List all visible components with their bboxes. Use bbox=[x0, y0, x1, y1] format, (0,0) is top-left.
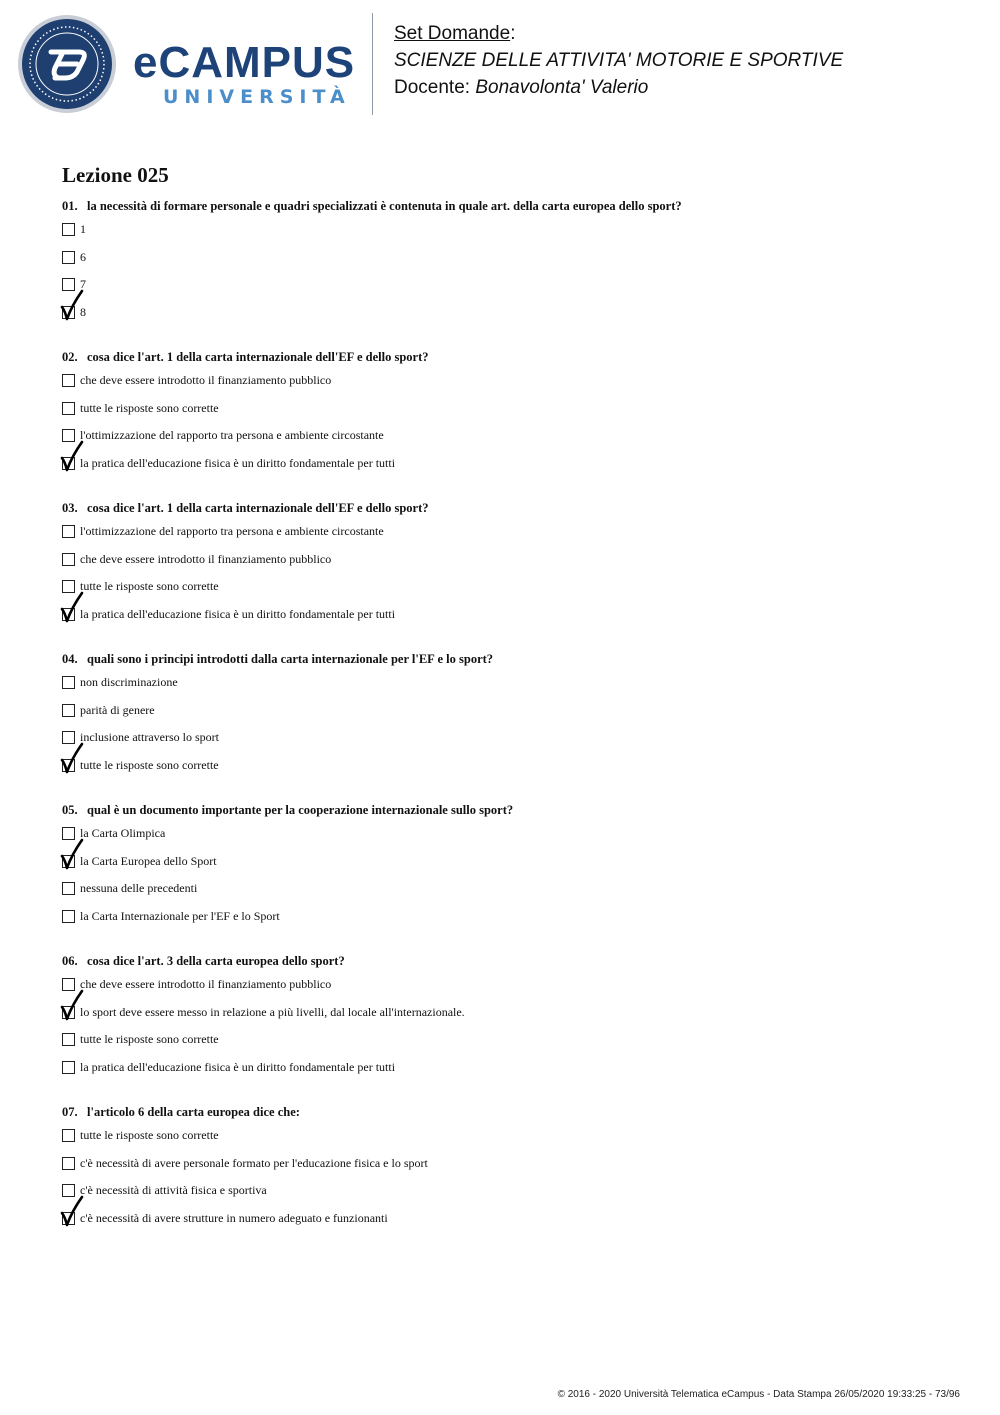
answer-label: 7 bbox=[80, 277, 86, 292]
answer-label: tutte le risposte sono corrette bbox=[80, 1128, 219, 1142]
answer-label: la pratica dell'educazione fisica è un diritto fondamentale per tutti bbox=[80, 1060, 396, 1075]
answer-label: tutte le risposte sono corrette bbox=[80, 1032, 219, 1047]
answer-option[interactable] bbox=[62, 251, 962, 279]
set-colon: : bbox=[510, 23, 516, 44]
question-label: qual è un documento importante per la cooperazione internazionale sullo sport? bbox=[87, 803, 514, 817]
answer-option[interactable] bbox=[62, 1184, 962, 1212]
answer-checkbox[interactable] bbox=[62, 1157, 75, 1170]
answer-option[interactable] bbox=[62, 1157, 962, 1185]
answer-label: 8 bbox=[80, 305, 86, 320]
question-text bbox=[62, 349, 962, 365]
answer-label: 6 bbox=[80, 249, 86, 264]
answer-label: tutte le risposte sono corrette bbox=[80, 400, 219, 415]
question-label: quali sono i principi introdotti dalla carta internazionale per l'EF e lo sport? bbox=[87, 652, 494, 666]
answer-option[interactable] bbox=[62, 1033, 962, 1061]
answer-label: c'è necessità di avere personale formato per l'educazione fisica e lo sport bbox=[80, 1155, 428, 1170]
answer-label: che deve essere introdotto il finanziamento pubblico bbox=[80, 551, 332, 566]
question-text bbox=[62, 198, 962, 214]
answer-options bbox=[62, 676, 962, 787]
answer-label: inclusione attraverso lo sport bbox=[80, 730, 219, 745]
question-number: 04. bbox=[62, 652, 78, 666]
logo-text: eCAMPUS bbox=[133, 38, 356, 87]
answer-checkbox[interactable] bbox=[62, 402, 75, 415]
answer-option[interactable] bbox=[62, 457, 962, 485]
answer-label: la pratica dell'educazione fisica è un diritto fondamentale per tutti bbox=[80, 607, 396, 622]
question-block bbox=[62, 500, 962, 651]
answer-option[interactable] bbox=[62, 402, 962, 430]
answer-option[interactable] bbox=[62, 882, 962, 910]
answer-option[interactable] bbox=[62, 855, 962, 883]
answer-option[interactable] bbox=[62, 978, 962, 1006]
answer-checkbox[interactable] bbox=[62, 676, 75, 689]
answer-option[interactable] bbox=[62, 827, 962, 855]
question-block bbox=[62, 953, 962, 1104]
answer-label: la pratica dell'educazione fisica è un diritto fondamentale per tutti bbox=[80, 456, 396, 471]
answer-option[interactable] bbox=[62, 278, 962, 306]
set-label: Set Domande bbox=[394, 23, 511, 44]
question-label: cosa dice l'art. 1 della carta internazionale dell'EF e dello sport? bbox=[87, 501, 429, 515]
question-block bbox=[62, 1104, 962, 1255]
question-label: cosa dice l'art. 3 della carta europea dello sport? bbox=[87, 954, 345, 968]
answer-label: l'ottimizzazione del rapporto tra persona e ambiente circostante bbox=[80, 428, 384, 443]
question-text bbox=[62, 651, 962, 667]
answer-label: la Carta Europea dello Sport bbox=[80, 853, 217, 868]
teacher-label: Docente: bbox=[394, 77, 476, 98]
question-text bbox=[62, 953, 962, 969]
answer-option[interactable] bbox=[62, 704, 962, 732]
question-number: 02. bbox=[62, 350, 78, 364]
question-number: 07. bbox=[62, 1105, 78, 1119]
lesson-title: Lezione 025 bbox=[62, 163, 169, 187]
answer-label: la Carta Olimpica bbox=[80, 826, 166, 840]
answer-checkbox[interactable] bbox=[62, 553, 75, 566]
answer-option[interactable] bbox=[62, 223, 962, 251]
question-label: l'articolo 6 della carta europea dice che: bbox=[87, 1105, 300, 1119]
question-number: 05. bbox=[62, 803, 78, 817]
answer-option[interactable] bbox=[62, 1129, 962, 1157]
answer-checkbox[interactable] bbox=[62, 374, 75, 387]
answer-label: che deve essere introdotto il finanziamento pubblico bbox=[80, 373, 332, 387]
answer-options bbox=[62, 374, 962, 485]
answer-option[interactable] bbox=[62, 374, 962, 402]
answer-option[interactable] bbox=[62, 759, 962, 787]
answer-option[interactable] bbox=[62, 1006, 962, 1034]
question-text bbox=[62, 1104, 962, 1120]
footer-text: © 2016 - 2020 Università Telematica eCampus - Data Stampa 26/05/2020 19:33:25 - 73/96 bbox=[557, 1389, 960, 1400]
answer-options bbox=[62, 223, 962, 334]
header-divider bbox=[372, 13, 373, 115]
answer-option[interactable] bbox=[62, 525, 962, 553]
answer-label: non discriminazione bbox=[80, 675, 178, 689]
question-text bbox=[62, 802, 962, 818]
answer-options bbox=[62, 827, 962, 938]
answer-options bbox=[62, 978, 962, 1089]
answer-option[interactable] bbox=[62, 553, 962, 581]
answer-label: tutte le risposte sono corrette bbox=[80, 758, 219, 773]
question-number: 06. bbox=[62, 954, 78, 968]
answer-checkbox[interactable] bbox=[62, 223, 75, 236]
answer-checkbox[interactable] bbox=[62, 910, 75, 923]
question-block bbox=[62, 802, 962, 953]
answer-checkbox[interactable] bbox=[62, 525, 75, 538]
ecampus-seal-logo bbox=[17, 14, 117, 114]
logo-subtext: UNIVERSITÀ bbox=[163, 86, 351, 108]
question-text bbox=[62, 500, 962, 516]
answer-checkbox[interactable] bbox=[62, 251, 75, 264]
answer-label: che deve essere introdotto il finanziamento pubblico bbox=[80, 977, 332, 991]
question-block bbox=[62, 198, 962, 349]
answer-options bbox=[62, 1129, 962, 1240]
question-label: la necessità di formare personale e quadri specializzati è contenuta in quale art. della carta europea dello sport? bbox=[87, 199, 682, 213]
answer-option[interactable] bbox=[62, 580, 962, 608]
header-info bbox=[394, 20, 843, 101]
answer-option[interactable] bbox=[62, 306, 962, 334]
answer-checkbox[interactable] bbox=[62, 882, 75, 895]
answer-option[interactable] bbox=[62, 429, 962, 457]
answer-checkbox[interactable] bbox=[62, 1129, 75, 1142]
answer-label: l'ottimizzazione del rapporto tra persona e ambiente circostante bbox=[80, 524, 384, 538]
answer-options bbox=[62, 525, 962, 636]
question-number: 01. bbox=[62, 199, 78, 213]
answer-label: tutte le risposte sono corrette bbox=[80, 579, 219, 594]
answer-option[interactable] bbox=[62, 1212, 962, 1240]
question-list bbox=[62, 198, 962, 1255]
ecampus-wordmark-logo bbox=[133, 40, 355, 110]
answer-label: c'è necessità di attività fisica e sportiva bbox=[80, 1183, 267, 1198]
answer-label: c'è necessità di avere strutture in numero adeguato e funzionanti bbox=[80, 1211, 388, 1226]
question-block bbox=[62, 349, 962, 500]
answer-label: la Carta Internazionale per l'EF e lo Sport bbox=[80, 909, 280, 924]
answer-label: nessuna delle precedenti bbox=[80, 881, 198, 896]
answer-option[interactable] bbox=[62, 910, 962, 938]
answer-checkbox[interactable] bbox=[62, 1061, 75, 1074]
answer-checkbox[interactable] bbox=[62, 704, 75, 717]
answer-label: lo sport deve essere messo in relazione a più livelli, dal locale all'internazionale. bbox=[80, 1004, 465, 1019]
answer-option[interactable] bbox=[62, 1061, 962, 1089]
answer-option[interactable] bbox=[62, 676, 962, 704]
answer-option[interactable] bbox=[62, 731, 962, 759]
question-block bbox=[62, 651, 962, 802]
answer-checkbox[interactable] bbox=[62, 1033, 75, 1046]
question-label: cosa dice l'art. 1 della carta internazionale dell'EF e dello sport? bbox=[87, 350, 429, 364]
answer-label: 1 bbox=[80, 222, 86, 236]
question-number: 03. bbox=[62, 501, 78, 515]
teacher-name: Bonavolonta' Valerio bbox=[475, 77, 649, 98]
set-line bbox=[394, 20, 843, 47]
teacher-line bbox=[394, 74, 843, 101]
answer-option[interactable] bbox=[62, 608, 962, 636]
course-title: SCIENZE DELLE ATTIVITA' MOTORIE E SPORTIVE bbox=[394, 50, 844, 71]
answer-label: parità di genere bbox=[80, 702, 155, 717]
